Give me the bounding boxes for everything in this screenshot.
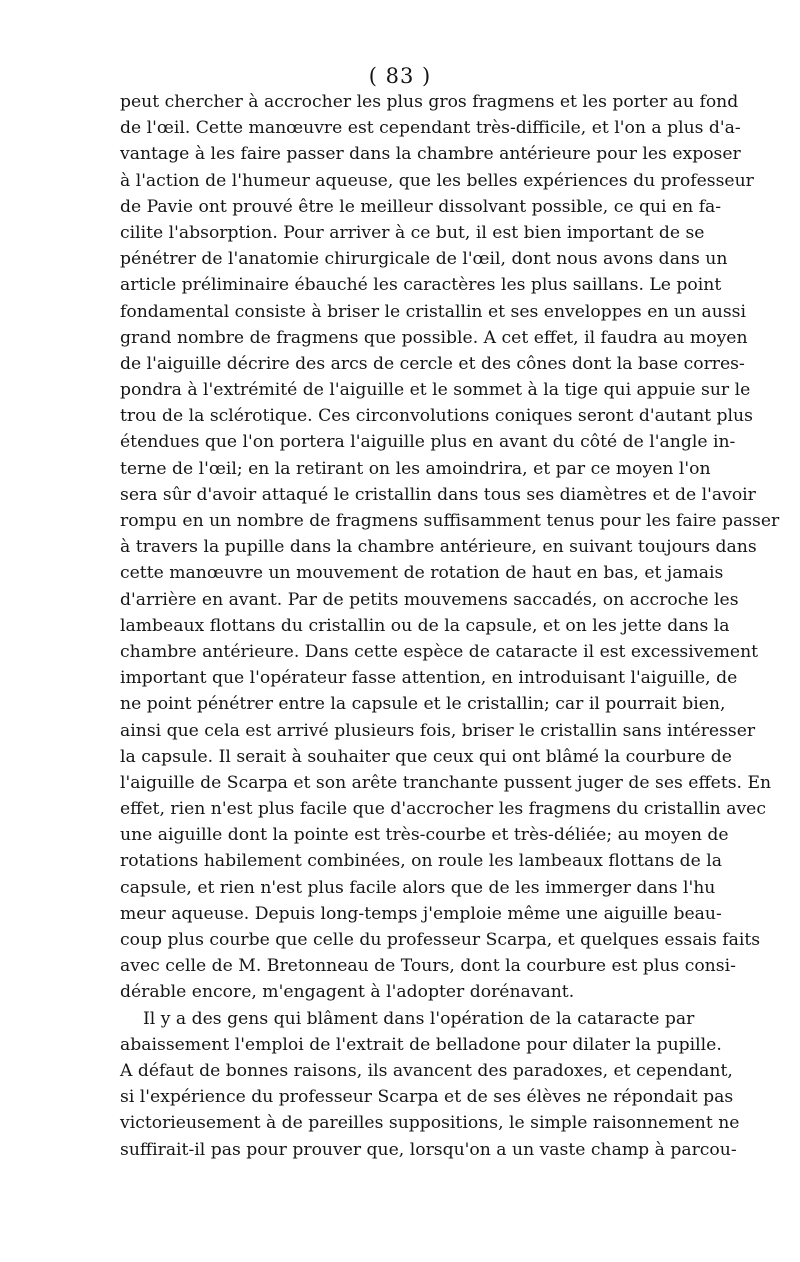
- text-line: de Pavie ont prouvé être le meilleur dissolvant possible, ce qui en fa-: [120, 196, 722, 217]
- text-line: avec celle de M. Bretonneau de Tours, dont la courbure est plus consi-: [120, 956, 736, 977]
- text-line: abaissement l'emploi de l'extrait de belladone pour dilater la pupille.: [120, 1034, 722, 1055]
- text-line: à travers la pupille dans la chambre antérieure, en suivant toujours dans: [120, 537, 757, 558]
- text-line: rotations habilement combinées, on roule les lambeaux flottans de la: [120, 851, 723, 872]
- text-line: si l'expérience du professeur Scarpa et de ses élèves ne répondait pas: [120, 1087, 734, 1108]
- text-line: rompu en un nombre de fragmens suffisamment tenus pour les faire passer: [120, 511, 780, 531]
- text-line: capsule, et rien n'est plus facile alors que de les immerger dans l'hu: [120, 877, 716, 898]
- text-line: pénétrer de l'anatomie chirurgicale de l'œil, dont nous avons dans un: [120, 249, 728, 270]
- text-line: sera sûr d'avoir attaqué le cristallin dans tous ses diamètres et de l'avoir: [120, 484, 756, 505]
- text-line: coup plus courbe que celle du professeur Scarpa, et quelques essais faits: [120, 930, 761, 950]
- text-line: lambeaux flottans du cristallin ou de la capsule, et on les jette dans la: [120, 615, 730, 636]
- text-line: l'aiguille de Scarpa et son arête tranchante pussent juger de ses effets. En: [120, 772, 772, 793]
- text-line: victorieusement à de pareilles suppositions, le simple raisonnement ne: [120, 1113, 740, 1134]
- text-line: étendues que l'on portera l'aiguille plus en avant du côté de l'angle in-: [120, 432, 736, 453]
- text-line: trou de la sclérotique. Ces circonvolutions coniques seront d'autant plus: [120, 406, 753, 427]
- text-line: cette manœuvre un mouvement de rotation de haut en bas, et jamais: [120, 563, 724, 584]
- text-line: pondra à l'extrémité de l'aiguille et le sommet à la tige qui appuie sur le: [120, 380, 751, 401]
- text-line: d'arrière en avant. Par de petits mouvemens saccadés, on accroche les: [120, 589, 739, 610]
- text-line: meur aqueuse. Depuis long-temps j'emploie même une aiguille beau-: [120, 903, 722, 924]
- paragraph-start-line: Il y a des gens qui blâment dans l'opération de la cataracte par: [143, 1008, 695, 1029]
- text-line: A défaut de bonnes raisons, ils avancent des paradoxes, et cependant,: [120, 1060, 733, 1081]
- text-line: à l'action de l'humeur aqueuse, que les belles expériences du professeur: [120, 170, 754, 191]
- body-text: [120, 89, 780, 1163]
- text-line: de l'aiguille décrire des arcs de cercle et des cônes dont la base corres-: [120, 353, 745, 374]
- text-line: vantage à les faire passer dans la chambre antérieure pour les exposer: [120, 144, 741, 165]
- text-line: une aiguille dont la pointe est très-courbe et très-déliée; au moyen de: [120, 825, 729, 846]
- text-line: terne de l'œil; en la retirant on les amoindrira, et par ce moyen l'on: [120, 458, 711, 479]
- text-line: ne point pénétrer entre la capsule et le cristallin; car il pourrait bien,: [120, 694, 726, 715]
- text-line: grand nombre de fragmens que possible. A cet effet, il faudra au moyen: [120, 327, 748, 348]
- text-line: ainsi que cela est arrivé plusieurs fois, briser le cristallin sans intéresser: [120, 720, 756, 741]
- text-line: fondamental consiste à briser le cristallin et ses enveloppes en un aussi: [120, 301, 746, 322]
- text-line: effet, rien n'est plus facile que d'accrocher les fragmens du cristallin avec: [120, 799, 766, 820]
- text-line: article préliminaire ébauché les caractères les plus saillans. Le point: [120, 275, 722, 296]
- text-line: important que l'opérateur fasse attention, en introduisant l'aiguille, de: [120, 668, 738, 689]
- text-line: cilite l'absorption. Pour arriver à ce but, il est bien important de se: [120, 222, 705, 243]
- text-line: la capsule. Il serait à souhaiter que ceux qui ont blâmé la courbure de: [120, 746, 732, 767]
- text-line: chambre antérieure. Dans cette espèce de cataracte il est excessivement: [120, 641, 759, 662]
- text-line: de l'œil. Cette manœuvre est cependant très-difficile, et l'on a plus d'a-: [120, 118, 741, 139]
- paragraph-end-line: dérable encore, m'engagent à l'adopter dorénavant.: [120, 982, 575, 1003]
- text-line: peut chercher à accrocher les plus gros fragmens et les porter au fond: [120, 92, 739, 112]
- text-line: suffirait-il pas pour prouver que, lorsqu'on a un vaste champ à parcou-: [120, 1139, 737, 1160]
- page-number: ( 83 ): [368, 64, 432, 88]
